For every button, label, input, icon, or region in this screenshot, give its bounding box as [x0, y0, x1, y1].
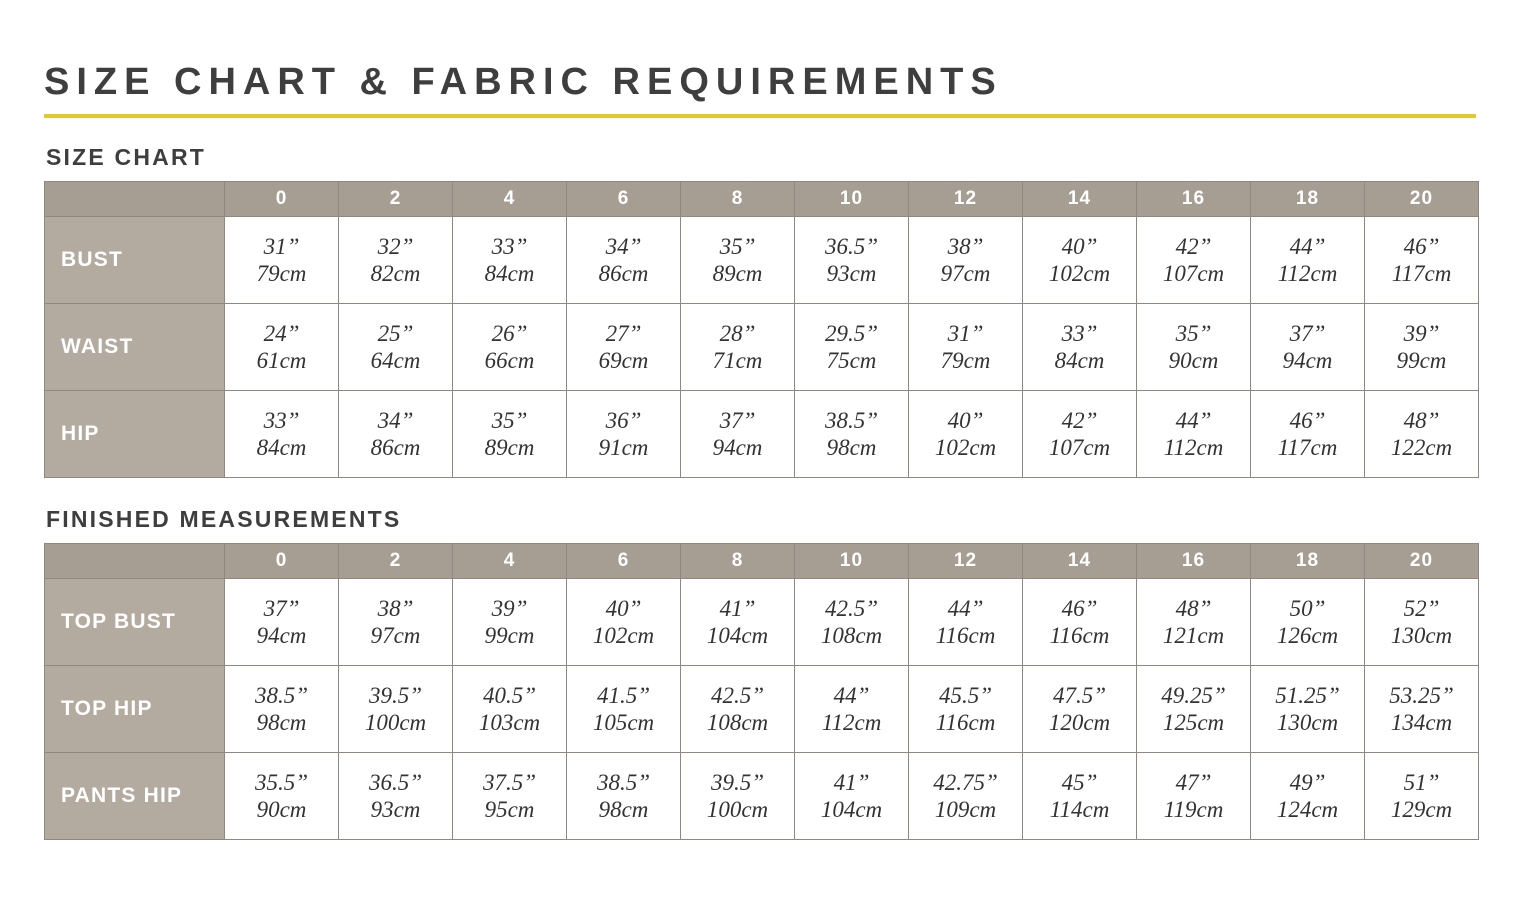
measurement-cell: 40” 102cm — [1023, 216, 1137, 303]
measurement-cell: 33” 84cm — [453, 216, 567, 303]
measurement-cell: 44” 116cm — [909, 578, 1023, 665]
table-row — [45, 390, 1479, 477]
measurement-cell: 41” 104cm — [681, 578, 795, 665]
measurement-cell: 42” 107cm — [1137, 216, 1251, 303]
row-label-hip: HIP — [45, 390, 225, 477]
measurement-cell: 36.5” 93cm — [795, 216, 909, 303]
measurement-cell: 35” 89cm — [453, 390, 567, 477]
measurement-cell: 46” 117cm — [1365, 216, 1479, 303]
measurement-cell: 27” 69cm — [567, 303, 681, 390]
table-row — [45, 303, 1479, 390]
column-header-size: 2 — [339, 181, 453, 216]
measurement-cell: 49” 124cm — [1251, 752, 1365, 839]
measurement-cell: 48” 121cm — [1137, 578, 1251, 665]
column-header-size: 18 — [1251, 181, 1365, 216]
column-header-size: 0 — [225, 543, 339, 578]
column-header-size: 12 — [909, 543, 1023, 578]
section-title-size-chart: SIZE CHART — [46, 143, 206, 170]
measurement-cell: 53.25” 134cm — [1365, 665, 1479, 752]
measurement-cell: 33” 84cm — [225, 390, 339, 477]
measurement-cell: 38.5” 98cm — [567, 752, 681, 839]
column-header-size: 16 — [1137, 181, 1251, 216]
table-row — [45, 578, 1479, 665]
measurement-cell: 38.5” 98cm — [795, 390, 909, 477]
measurement-cell: 47.5” 120cm — [1023, 665, 1137, 752]
measurement-cell: 40” 102cm — [567, 578, 681, 665]
measurement-cell: 31” 79cm — [909, 303, 1023, 390]
measurement-cell: 35” 90cm — [1137, 303, 1251, 390]
measurement-cell: 40” 102cm — [909, 390, 1023, 477]
row-label-waist: WAIST — [45, 303, 225, 390]
measurement-cell: 44” 112cm — [795, 665, 909, 752]
measurement-cell: 37” 94cm — [225, 578, 339, 665]
row-label-pants-hip: PANTS HIP — [45, 752, 225, 839]
measurement-cell: 50” 126cm — [1251, 578, 1365, 665]
measurement-cell: 45.5” 116cm — [909, 665, 1023, 752]
measurement-cell: 25” 64cm — [339, 303, 453, 390]
measurement-cell: 51” 129cm — [1365, 752, 1479, 839]
finished-measurements-table — [44, 543, 1479, 840]
page-title: SIZE CHART & FABRIC REQUIREMENTS — [44, 61, 1003, 103]
column-header-size: 16 — [1137, 543, 1251, 578]
column-header-size: 20 — [1365, 181, 1479, 216]
size-chart-header-row — [45, 181, 1479, 216]
measurement-cell: 31” 79cm — [225, 216, 339, 303]
title-underline-rule — [44, 114, 1476, 118]
measurement-cell: 24” 61cm — [225, 303, 339, 390]
measurement-cell: 49.25” 125cm — [1137, 665, 1251, 752]
column-header-size: 18 — [1251, 543, 1365, 578]
column-header-size: 14 — [1023, 181, 1137, 216]
measurement-cell: 52” 130cm — [1365, 578, 1479, 665]
row-label-top-hip: TOP HIP — [45, 665, 225, 752]
measurement-cell: 42.75” 109cm — [909, 752, 1023, 839]
table-corner-cell — [45, 543, 225, 578]
measurement-cell: 41” 104cm — [795, 752, 909, 839]
row-label-bust: BUST — [45, 216, 225, 303]
measurement-cell: 44” 112cm — [1137, 390, 1251, 477]
measurement-cell: 38” 97cm — [909, 216, 1023, 303]
measurement-cell: 37.5” 95cm — [453, 752, 567, 839]
column-header-size: 8 — [681, 181, 795, 216]
size-chart-table — [44, 181, 1479, 478]
measurement-cell: 42” 107cm — [1023, 390, 1137, 477]
measurement-cell: 35.5” 90cm — [225, 752, 339, 839]
column-header-size: 2 — [339, 543, 453, 578]
measurement-cell: 38” 97cm — [339, 578, 453, 665]
measurement-cell: 29.5” 75cm — [795, 303, 909, 390]
column-header-size: 12 — [909, 181, 1023, 216]
table-row — [45, 752, 1479, 839]
column-header-size: 6 — [567, 543, 681, 578]
column-header-size: 10 — [795, 543, 909, 578]
measurement-cell: 28” 71cm — [681, 303, 795, 390]
measurement-cell: 41.5” 105cm — [567, 665, 681, 752]
measurement-cell: 47” 119cm — [1137, 752, 1251, 839]
measurement-cell: 45” 114cm — [1023, 752, 1137, 839]
measurement-cell: 39” 99cm — [453, 578, 567, 665]
measurement-cell: 33” 84cm — [1023, 303, 1137, 390]
column-header-size: 4 — [453, 543, 567, 578]
measurement-cell: 42.5” 108cm — [681, 665, 795, 752]
column-header-size: 14 — [1023, 543, 1137, 578]
section-title-finished-measurements: FINISHED MEASUREMENTS — [46, 505, 402, 532]
measurement-cell: 40.5” 103cm — [453, 665, 567, 752]
row-label-top-bust: TOP BUST — [45, 578, 225, 665]
measurement-cell: 26” 66cm — [453, 303, 567, 390]
column-header-size: 0 — [225, 181, 339, 216]
measurement-cell: 51.25” 130cm — [1251, 665, 1365, 752]
measurement-cell: 39.5” 100cm — [339, 665, 453, 752]
measurement-cell: 37” 94cm — [1251, 303, 1365, 390]
finished-measurements-header-row — [45, 543, 1479, 578]
measurement-cell: 32” 82cm — [339, 216, 453, 303]
measurement-cell: 46” 117cm — [1251, 390, 1365, 477]
measurement-cell: 48” 122cm — [1365, 390, 1479, 477]
table-row — [45, 665, 1479, 752]
table-corner-cell — [45, 181, 225, 216]
column-header-size: 4 — [453, 181, 567, 216]
measurement-cell: 46” 116cm — [1023, 578, 1137, 665]
measurement-cell: 42.5” 108cm — [795, 578, 909, 665]
measurement-cell: 35” 89cm — [681, 216, 795, 303]
column-header-size: 6 — [567, 181, 681, 216]
measurement-cell: 38.5” 98cm — [225, 665, 339, 752]
measurement-cell: 34” 86cm — [567, 216, 681, 303]
measurement-cell: 44” 112cm — [1251, 216, 1365, 303]
measurement-cell: 34” 86cm — [339, 390, 453, 477]
measurement-cell: 36.5” 93cm — [339, 752, 453, 839]
measurement-cell: 37” 94cm — [681, 390, 795, 477]
table-row — [45, 216, 1479, 303]
column-header-size: 20 — [1365, 543, 1479, 578]
measurement-cell: 39.5” 100cm — [681, 752, 795, 839]
column-header-size: 10 — [795, 181, 909, 216]
section-spacer — [44, 478, 1474, 506]
column-header-size: 8 — [681, 543, 795, 578]
measurement-cell: 36” 91cm — [567, 390, 681, 477]
measurement-cell: 39” 99cm — [1365, 303, 1479, 390]
